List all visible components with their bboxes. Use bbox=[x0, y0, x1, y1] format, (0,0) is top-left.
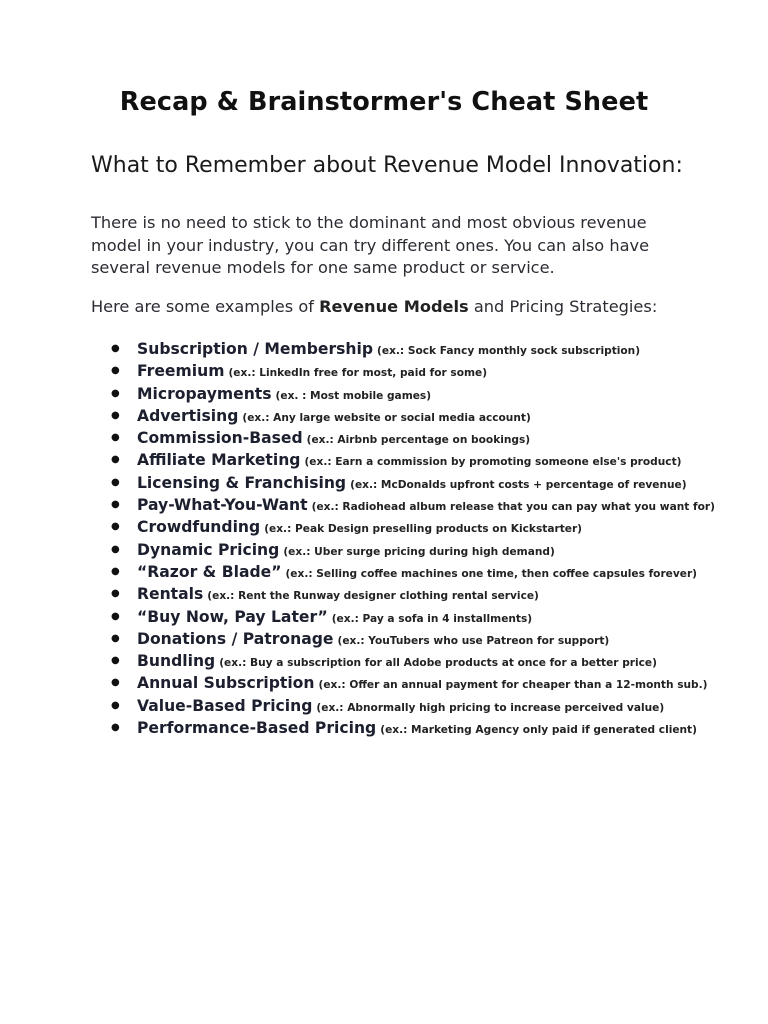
model-example: (ex.: Pay a sofa in 4 installments) bbox=[331, 612, 533, 625]
bullet-icon: ● bbox=[111, 565, 120, 577]
bullet-icon: ● bbox=[111, 632, 120, 644]
bullet-icon: ● bbox=[111, 722, 120, 734]
list-item bbox=[111, 650, 751, 672]
model-name-line bbox=[137, 449, 681, 473]
bullet-icon: ● bbox=[111, 476, 120, 488]
model-name-line bbox=[137, 427, 530, 451]
model-example: (ex.: Earn a commission by promoting someone else's product) bbox=[304, 456, 682, 469]
model-name-line bbox=[137, 405, 531, 429]
list-item bbox=[111, 360, 751, 382]
model-name: Advertising bbox=[137, 406, 239, 425]
list-item bbox=[111, 717, 751, 739]
model-name: Licensing & Franchising bbox=[137, 473, 347, 492]
model-example: (ex.: LinkedIn free for most, paid for some) bbox=[228, 367, 488, 380]
model-example: (ex.: Selling coffee machines one time, then coffee capsules forever) bbox=[285, 567, 698, 580]
bullet-icon: ● bbox=[111, 499, 120, 511]
model-name: Donations / Patronage bbox=[137, 629, 334, 648]
model-name-line bbox=[137, 539, 555, 563]
model-name-line bbox=[137, 695, 664, 719]
model-name: Dynamic Pricing bbox=[137, 540, 280, 559]
model-name-line bbox=[137, 583, 539, 607]
model-example: (ex.: McDonalds upfront costs + percentage of revenue) bbox=[350, 478, 687, 491]
model-example: (ex.: Radiohead album release that you can pay what you want for) bbox=[311, 501, 715, 514]
model-name: Performance-Based Pricing bbox=[137, 719, 377, 738]
bullet-icon: ● bbox=[111, 655, 120, 667]
list-item bbox=[111, 383, 751, 405]
model-example: (ex.: Sock Fancy monthly sock subscription) bbox=[377, 345, 641, 357]
bullet-icon: ● bbox=[111, 387, 120, 399]
bullet-icon: ● bbox=[111, 543, 120, 555]
model-name: Freemium bbox=[137, 362, 225, 381]
list-item bbox=[111, 449, 751, 471]
model-name-line bbox=[137, 717, 697, 741]
page-title: Recap & Brainstormer's Cheat Sheet bbox=[119, 87, 649, 117]
examples-intro-line bbox=[91, 297, 657, 316]
section-heading: What to Remember about Revenue Model Innovation: bbox=[91, 153, 683, 178]
model-name-line bbox=[137, 628, 609, 652]
model-name-line bbox=[137, 494, 715, 518]
revenue-model-list bbox=[111, 338, 751, 739]
model-name: Rentals bbox=[137, 585, 204, 604]
list-item bbox=[111, 606, 751, 628]
list-item bbox=[111, 472, 751, 494]
list-item bbox=[111, 338, 751, 360]
examples-suffix: and Pricing Strategies: bbox=[468, 297, 658, 316]
model-example: (ex.: Any large website or social media account) bbox=[242, 411, 531, 424]
list-item bbox=[111, 695, 751, 717]
list-item bbox=[111, 494, 751, 516]
bullet-icon: ● bbox=[111, 677, 120, 689]
model-example: (ex.: YouTubers who use Patreon for support) bbox=[337, 634, 610, 647]
model-name-line bbox=[137, 672, 708, 696]
bullet-icon: ● bbox=[111, 699, 120, 711]
model-name: Bundling bbox=[137, 652, 216, 671]
model-example: (ex.: Marketing Agency only paid if generated client) bbox=[380, 724, 697, 737]
model-name: Pay-What-You-Want bbox=[137, 496, 308, 515]
model-example: (ex.: Uber surge pricing during high demand) bbox=[283, 545, 555, 558]
bullet-icon: ● bbox=[111, 432, 120, 444]
model-name: Affiliate Marketing bbox=[137, 451, 301, 470]
model-name: “Buy Now, Pay Later” bbox=[137, 607, 328, 626]
list-item bbox=[111, 583, 751, 605]
list-item bbox=[111, 516, 751, 538]
model-name-line bbox=[137, 383, 431, 407]
model-name-line bbox=[137, 516, 582, 540]
model-name-line bbox=[137, 650, 657, 674]
model-example: (ex.: Offer an annual payment for cheaper than a 12-month sub.) bbox=[318, 679, 708, 692]
bullet-icon: ● bbox=[111, 588, 120, 600]
model-name: Crowdfunding bbox=[137, 518, 261, 537]
model-name-line bbox=[137, 360, 487, 384]
model-example: (ex. : Most mobile games) bbox=[275, 389, 432, 402]
bullet-icon: ● bbox=[111, 521, 120, 533]
model-name-line bbox=[137, 606, 532, 630]
bullet-icon: ● bbox=[111, 365, 120, 377]
list-item bbox=[111, 561, 751, 583]
model-name-line bbox=[137, 338, 640, 362]
bullet-icon: ● bbox=[111, 454, 120, 466]
model-example: (ex.: Rent the Runway designer clothing rental service) bbox=[207, 590, 539, 603]
model-example: (ex.: Peak Design preselling products on Kickstarter) bbox=[264, 523, 583, 536]
list-item bbox=[111, 628, 751, 650]
examples-bold-term: Revenue Models bbox=[319, 297, 469, 316]
list-item bbox=[111, 539, 751, 561]
model-name-line bbox=[137, 472, 687, 496]
model-name: Annual Subscription bbox=[137, 674, 315, 693]
list-item bbox=[111, 405, 751, 427]
intro-paragraph: There is no need to stick to the dominant and most obvious revenue model in your industry, you can try different ones. You can also have several revenue models for one same product or service. bbox=[91, 213, 650, 277]
model-name: “Razor & Blade” bbox=[137, 562, 282, 581]
model-example: (ex.: Buy a subscription for all Adobe products at once for a better price) bbox=[219, 657, 657, 670]
model-name: Value-Based Pricing bbox=[137, 696, 313, 715]
model-name: Commission-Based bbox=[137, 429, 303, 448]
model-name: Micropayments bbox=[137, 384, 272, 403]
model-example: (ex.: Abnormally high pricing to increase perceived value) bbox=[316, 701, 665, 714]
list-item bbox=[111, 427, 751, 449]
list-item bbox=[111, 672, 751, 694]
bullet-icon: ● bbox=[111, 610, 120, 622]
model-name-line bbox=[137, 561, 697, 585]
examples-prefix: Here are some examples of bbox=[91, 297, 320, 316]
bullet-icon: ● bbox=[111, 343, 120, 354]
bullet-icon: ● bbox=[111, 409, 120, 421]
model-name: Subscription / Membership bbox=[137, 340, 374, 358]
model-example: (ex.: Airbnb percentage on bookings) bbox=[306, 434, 531, 447]
